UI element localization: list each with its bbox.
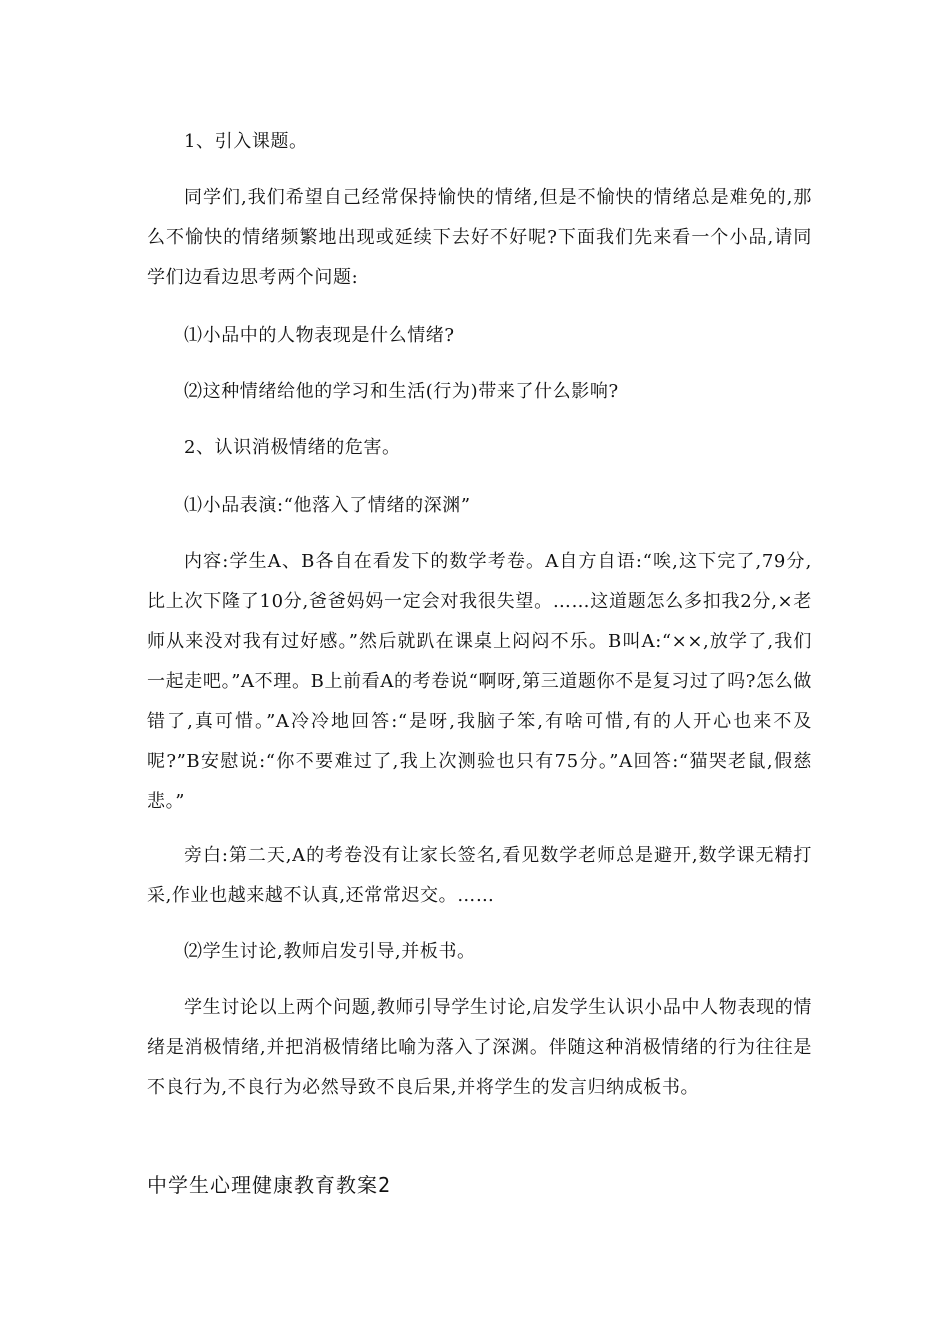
discussion-paragraph: 学生讨论以上两个问题,教师引导学生讨论,启发学生认识小品中人物表现的情绪是消极情绪,并把消极情绪比喻为落入了深渊。伴随这种消极情绪的行为往往是不良行为,不良行为必然导致不良后果,并将学生的发言归纳成板书。 [147,997,812,1098]
skit-content-paragraph: 内容:学生A、B各自在看发下的数学考卷。A自方自语:“唉,这下完了,79分,比上次下隆了10分,爸爸妈妈一定会对我很失望。……这道题怎么多扣我2分,×老师从来没对我有过好感。”然后就趴在课桌上闷闷不乐。B叫A:“××,放学了,我们一起走吧。”A不理。B上前看A的考卷说“啊呀,第三道题你不是复习过了吗?怎么做错了,真可惜。”A冷冷地回答:“是呀,我脑子笨,有啥可惜,有的人开心也来不及呢?”B安慰说:“你不要难过了,我上次测验也只有75分。”A回答:“猫哭老鼠,假慈悲。” [147,551,812,812]
intro-paragraph: 同学们,我们希望自己经常保持愉快的情绪,但是不愉快的情绪总是难免的,那么不愉快的情绪频繁地出现或延续下去好不好呢?下面我们先来看一个小品,请同学们边看边思考两个问题: [147,187,812,288]
narration-paragraph: 旁白:第二天,A的考卷没有让家长签名,看见数学老师总是避开,数学课无精打采,作业也越来越不认真,还常常迟交。…… [147,845,812,906]
skit-title: ⑴小品表演:“他落入了情绪的深渊” [184,495,471,516]
question-2: ⑵这种情绪给他的学习和生活(行为)带来了什么影响? [184,381,619,402]
discussion-heading: ⑵学生讨论,教师启发引导,并板书。 [184,941,476,962]
section-heading: 中学生心理健康教育教案2 [147,1173,392,1197]
step-1-heading: 1、引入课题。 [184,131,308,152]
question-1: ⑴小品中的人物表现是什么情绪? [184,325,455,346]
step-2-heading: 2、认识消极情绪的危害。 [184,437,401,458]
